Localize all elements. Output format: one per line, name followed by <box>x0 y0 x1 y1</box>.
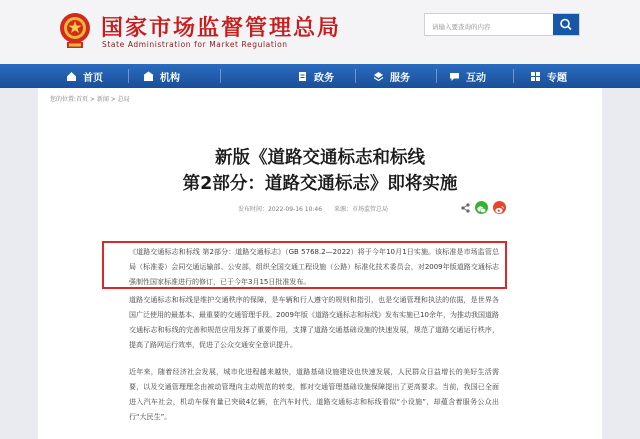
breadcrumb[interactable]: 您的位置:首页 > 新闻 > 总局 <box>50 96 130 103</box>
search-box <box>424 13 580 36</box>
article-paragraph: 《道路交通标志和标线 第2部分：道路交通标志》（GB 5768.2—2022）将于今年10月1日实施。该标准是市场监管总局（标准委）会同交通运输部、公安部，组织全国交通工程设施（公路）标准化技术委员会，对2009年版道路交通标志强制性国家标准进行的修订，已于今年3月15日批准发布。 <box>129 248 499 286</box>
service-icon <box>373 71 384 82</box>
building-icon <box>143 71 154 82</box>
nav-item-topics[interactable] <box>530 64 567 88</box>
search-button[interactable] <box>553 14 579 35</box>
home-icon <box>66 71 77 82</box>
article-card <box>38 88 602 439</box>
nav-divider <box>436 69 437 83</box>
nav-label: 专题 <box>547 72 567 84</box>
nav-label: 机构 <box>160 72 180 84</box>
article-paragraph: 道路交通标志和标线是维护交通秩序的保障，是车辆和行人遵守的规则和指引，也是交通管理和执法的依据，是世界各国广泛使用的最基本、最重要的交通管理手段。2009年版《道路交通标志和标线》发布实施已10余年，为推动我国道路交通标志和标线的完善和规范应用发挥了重要作用，支撑了道路交通基础设施的快速发展，规范了道路交通运行秩序，提高了路网运行效率，促进了公众交通安全意识提升。 <box>129 296 499 349</box>
article-paragraph: 近年来，随着经济社会发展，城市化进程越来越快，道路基础设施建设也快速发展，人民群众日益增长的美好生活需要，以及交通管理理念由被动管理向主动规范的转变，都对交通管理基础设施保障提出了更高要求。当前，我国已全面进入汽车社会，机动车保有量已突破4亿辆，在汽车时代，道路交通标志和标线看似“小设施”，却蕴含着服务公众出行“大民生”。 <box>129 368 499 421</box>
wechat-icon[interactable] <box>475 201 488 214</box>
nav-divider <box>355 69 356 83</box>
share-icon[interactable] <box>461 203 470 213</box>
article-source: 来源：市场监管总局 <box>334 206 389 213</box>
nav-item-home[interactable] <box>66 64 103 88</box>
nav-divider <box>128 69 129 83</box>
chat-icon <box>449 71 460 82</box>
publish-date: 发布时间：2022-09-16 10:46 <box>238 206 323 213</box>
nav-label: 首页 <box>83 72 103 84</box>
article-meta <box>238 204 398 213</box>
nav-divider <box>513 69 514 83</box>
nav-label: 服务 <box>390 72 410 84</box>
article-title-line-2: 第2部分：道路交通标志》即将实施 <box>182 174 458 194</box>
search-icon <box>553 14 579 35</box>
nav-item-interaction[interactable] <box>449 64 486 88</box>
nav-label: 互动 <box>466 72 486 84</box>
search-input[interactable] <box>425 17 549 38</box>
topic-icon <box>530 71 541 82</box>
site-subtitle: State Administration for Market Regulation <box>102 40 288 49</box>
nav-item-government[interactable] <box>297 64 334 88</box>
site-header <box>0 0 640 64</box>
national-emblem-icon[interactable] <box>58 10 92 50</box>
nav-label: 政务 <box>314 72 334 84</box>
nav-item-services[interactable] <box>373 64 410 88</box>
main-nav <box>0 64 640 88</box>
document-icon <box>297 71 308 82</box>
nav-divider <box>220 69 221 83</box>
weibo-icon[interactable] <box>493 201 506 214</box>
nav-item-institutions[interactable] <box>143 64 180 88</box>
article-title-line-1: 新版《道路交通标志和标线 <box>215 148 425 168</box>
site-title[interactable]: 国家市场监督管理总局 <box>101 15 342 41</box>
